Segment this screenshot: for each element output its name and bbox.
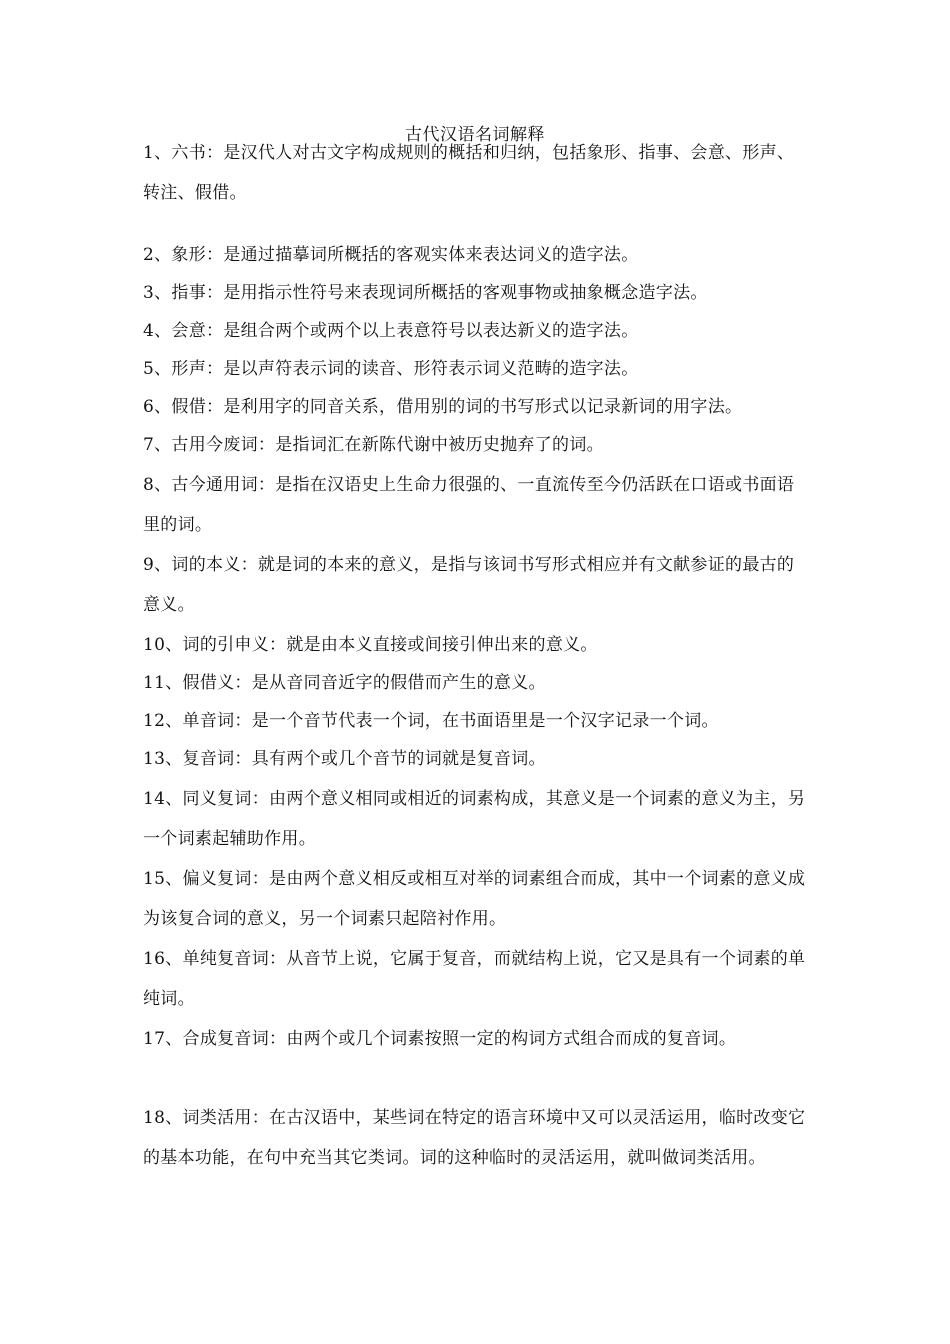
entry-1: 1、六书：是汉代人对古文字构成规则的概括和归纳，包括象形、指事、会意、形声、转注、假借。 xyxy=(143,143,795,203)
entry-9: 9、词的本义：就是词的本来的意义，是指与该词书写形式相应并有文献参证的最古的意义。 xyxy=(143,555,795,615)
entry-13: 13、复音词：具有两个或几个音节的词就是复音词。 xyxy=(143,749,546,769)
entry-4: 4、会意：是组合两个或两个以上表意符号以表达新义的造字法。 xyxy=(143,321,639,341)
entry-2: 2、象形：是通过描摹词所概括的客观实体来表达词义的造字法。 xyxy=(143,245,639,265)
entry-6: 6、假借：是利用字的同音关系，借用别的词的书写形式以记录新词的用字法。 xyxy=(143,397,743,417)
entry-10: 10、词的引申义：就是由本义直接或间接引伸出来的意义。 xyxy=(143,635,598,655)
document-title: 古代汉语名词解释 xyxy=(405,125,545,145)
entry-5: 5、形声：是以声符表示词的读音、形符表示词义范畴的造字法。 xyxy=(143,359,639,379)
entry-12: 12、单音词：是一个音节代表一个词，在书面语里是一个汉字记录一个词。 xyxy=(143,711,719,731)
entry-15: 15、偏义复词：是由两个意义相反或相互对举的词素组合而成，其中一个词素的意义成为该复合词的意义，另一个词素只起陪衬作用。 xyxy=(143,869,806,929)
entry-18: 18、词类活用：在古汉语中，某些词在特定的语言环境中又可以灵活运用，临时改变它的基本功能，在句中充当其它类词。词的这种临时的灵活运用，就叫做词类活用。 xyxy=(143,1108,806,1168)
entry-14: 14、同义复词：由两个意义相同或相近的词素构成，其意义是一个词素的意义为主，另一个词素起辅助作用。 xyxy=(143,789,806,849)
entry-16: 16、单纯复音词：从音节上说，它属于复音，而就结构上说，它又是具有一个词素的单纯词。 xyxy=(143,949,806,1009)
entry-8: 8、古今通用词：是指在汉语史上生命力很强的、一直流传至今仍活跃在口语或书面语里的词。 xyxy=(143,475,795,535)
entry-3: 3、指事：是用指示性符号来表现词所概括的客观事物或抽象概念造字法。 xyxy=(143,283,708,303)
entry-7: 7、古用今废词：是指词汇在新陈代谢中被历史抛弃了的词。 xyxy=(143,435,604,455)
entry-11: 11、假借义：是从音同音近字的假借而产生的意义。 xyxy=(143,673,546,693)
entry-17: 17、合成复音词：由两个或几个词素按照一定的构词方式组合而成的复音词。 xyxy=(143,1029,737,1049)
